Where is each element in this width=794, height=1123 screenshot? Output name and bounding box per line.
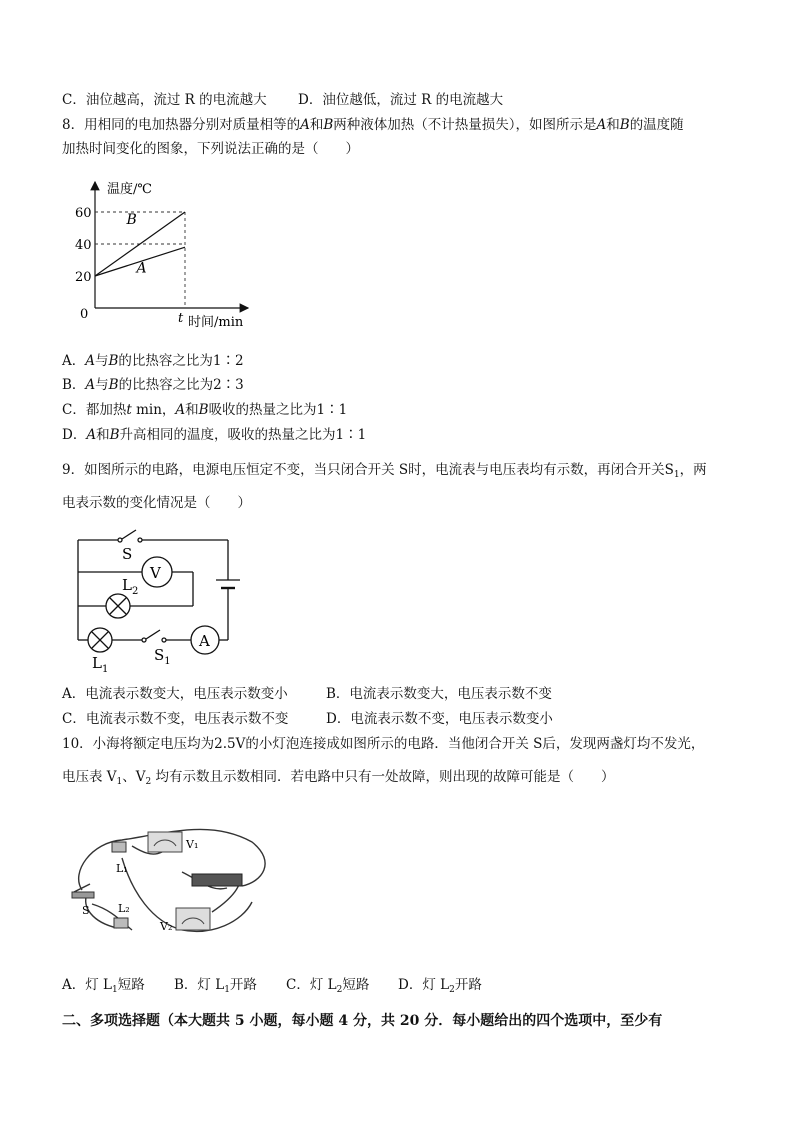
q9-circuit-diagram xyxy=(68,522,248,678)
q10-option-d: D．灯 $L_2$开路 xyxy=(398,977,482,995)
label-l1: $L_1$ xyxy=(92,654,109,675)
q9-option-b: B．电流表示数变大，电压表示数不变 xyxy=(326,686,552,702)
label-switch-s: S xyxy=(122,545,133,563)
photo-label-l1: L₁ xyxy=(116,862,128,875)
q10-circuit-photo xyxy=(62,812,282,948)
q9-option-a: A．电流表示数变大，电压表示数变小 xyxy=(62,686,288,702)
q10-stem-line1: 10．小海将额定电压均为2.5V的小灯泡连接成如图所示的电路．当他闭合开关 S后，发现两盏灯均不发光， xyxy=(62,736,705,752)
series-label-A: A xyxy=(136,260,147,277)
label-ammeter: A xyxy=(199,632,210,650)
label-l2: $L_2$ xyxy=(122,576,139,597)
q8-option-d: D．A和B升高相同的温度，吸收的热量之比为1∶1 xyxy=(62,427,367,443)
q7-option-c: C．油位越高，流过 R 的电流越大 xyxy=(62,92,267,108)
photo-label-v2: V₂ xyxy=(160,920,173,933)
q8-temperature-chart xyxy=(70,176,270,336)
photo-label-l2: L₂ xyxy=(118,902,130,915)
y-tick-label: 40 xyxy=(75,238,92,253)
q10-option-b: B．灯 $L_1$开路 xyxy=(174,977,257,995)
y-axis-label: 温度/℃ xyxy=(107,182,152,197)
series-label-B: B xyxy=(126,212,137,228)
q10-option-a: A．灯 $L_1$短路 xyxy=(62,977,145,995)
q9-stem-line2: 电表示数的变化情况是（ ） xyxy=(62,495,251,511)
x-axis-label: 时间/min xyxy=(188,315,244,330)
q10-option-c: C．灯 $L_2$短路 xyxy=(286,977,370,995)
y-tick-label: 20 xyxy=(75,270,92,285)
x-axis-var: t xyxy=(178,311,184,326)
q9-option-c: C．电流表示数不变，电压表示数不变 xyxy=(62,711,289,727)
photo-label-v1: V₁ xyxy=(186,838,199,851)
section2-heading: 二、多项选择题（本大题共 5 小题，每小题 4 分，共 20 分．每小题给出的四个选项中，至少有 xyxy=(62,1013,663,1029)
photo-label-s: S xyxy=(82,904,90,917)
q10-stem-line2: 电压表 $V_1$、$V_2$ 均有示数且示数相同．若电路中只有一处故障，则出现的故障可能是（ ） xyxy=(62,769,615,787)
q8-option-a: A．A与B的比热容之比为1∶2 xyxy=(62,353,244,369)
y-tick-label: 60 xyxy=(75,206,92,221)
label-voltmeter: V xyxy=(150,564,161,582)
q8-option-b: B．A与B的比热容之比为2∶3 xyxy=(62,377,244,393)
origin-label: 0 xyxy=(80,307,89,322)
q8-stem-line2: 加热时间变化的图象，下列说法正确的是（ ） xyxy=(62,141,359,157)
q7-option-d: D．油位越低，流过 R 的电流越大 xyxy=(298,92,504,108)
q8-option-c: C．都加热t min，A和B吸收的热量之比为1∶1 xyxy=(62,402,348,418)
q8-stem-line1: 8．用相同的电加热器分别对质量相等的A和B两种液体加热（不计热量损失），如图所示是A和B的温度随 xyxy=(62,117,684,133)
q9-stem-line1: 9．如图所示的电路，电源电压恒定不变，当只闭合开关 S时，电流表与电压表均有示数，再闭合开关$S_1$，两 xyxy=(62,462,707,480)
label-s1: $S_1$ xyxy=(154,646,171,667)
q9-option-d: D．电流表示数不变，电压表示数变小 xyxy=(326,711,553,727)
